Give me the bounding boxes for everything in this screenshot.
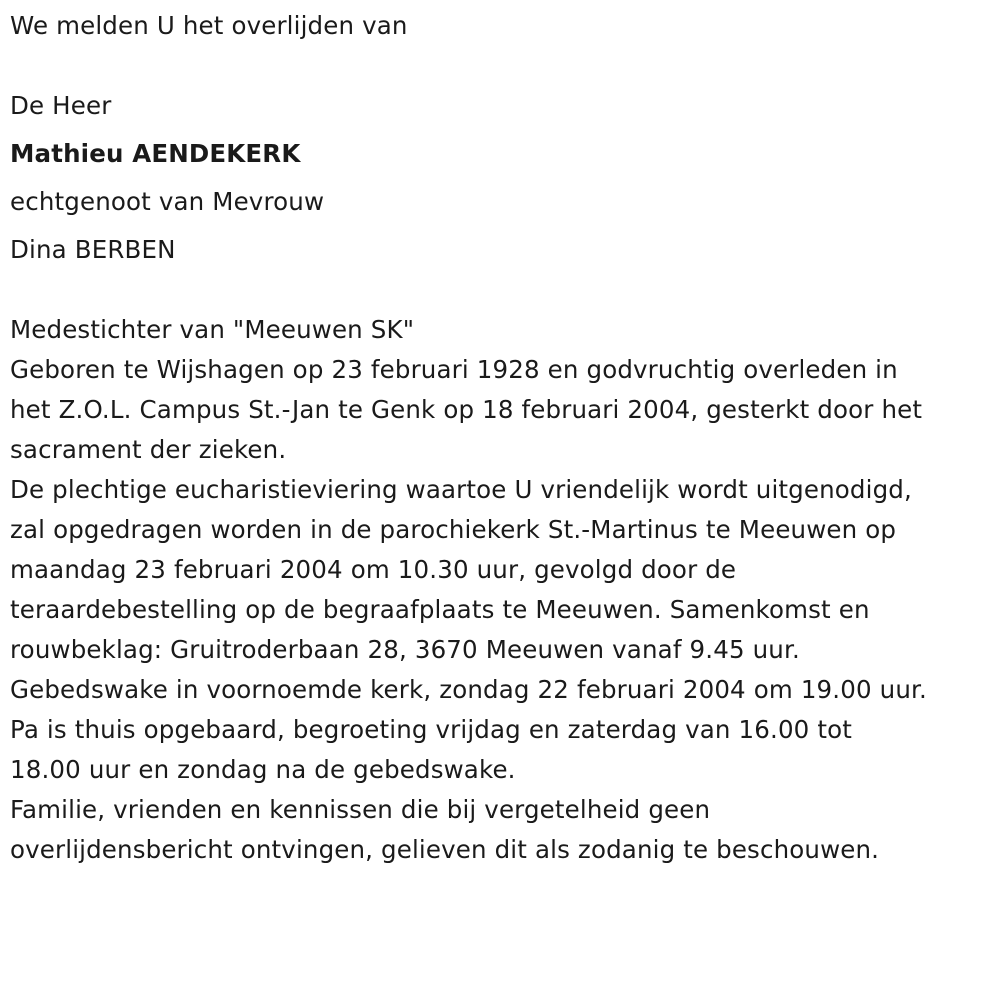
- intro-text: We melden U het overlijden van: [10, 11, 408, 40]
- service-line: zal opgedragen worden in de parochiekerk St.-Martinus te Meeuwen op: [10, 515, 897, 544]
- spouse-prefix: echtgenoot van Mevrouw: [10, 187, 325, 216]
- closing-line: overlijdensbericht ontvingen, gelieven dit als zodanig te beschouwen.: [10, 835, 880, 864]
- birth-line: Geboren te Wijshagen op 23 februari 1928 en godvruchtig overleden in: [10, 355, 898, 384]
- title-text: De Heer: [10, 91, 112, 120]
- closing-paragraph: [10, 790, 990, 870]
- service-line: teraardebestelling op de begraafplaats te Meeuwen. Samenkomst en: [10, 595, 870, 624]
- spouse-name: Dina BERBEN: [10, 235, 176, 264]
- birth-line: het Z.O.L. Campus St.-Jan te Genk op 18 februari 2004, gesterkt door het: [10, 395, 923, 424]
- service-line: De plechtige eucharistieviering waartoe U vriendelijk wordt uitgenodigd,: [10, 475, 912, 504]
- birth-line: sacrament der zieken.: [10, 435, 287, 464]
- service-line: maandag 23 februari 2004 om 10.30 uur, gevolgd door de: [10, 555, 737, 584]
- cofounder-text: Medestichter van "Meeuwen SK": [10, 315, 415, 344]
- service-line: Gebedswake in voornoemde kerk, zondag 22 februari 2004 om 19.00 uur.: [10, 675, 927, 704]
- service-line: rouwbeklag: Gruitroderbaan 28, 3670 Meeuwen vanaf 9.45 uur.: [10, 635, 800, 664]
- deceased-name: Mathieu AENDEKERK: [10, 139, 301, 168]
- service-paragraph: [10, 470, 990, 790]
- service-line: Pa is thuis opgebaard, begroeting vrijdag en zaterdag van 16.00 tot: [10, 715, 853, 744]
- closing-line: Familie, vrienden en kennissen die bij vergetelheid geen: [10, 795, 711, 824]
- service-line: 18.00 uur en zondag na de gebedswake.: [10, 755, 516, 784]
- birth-paragraph: [10, 350, 990, 470]
